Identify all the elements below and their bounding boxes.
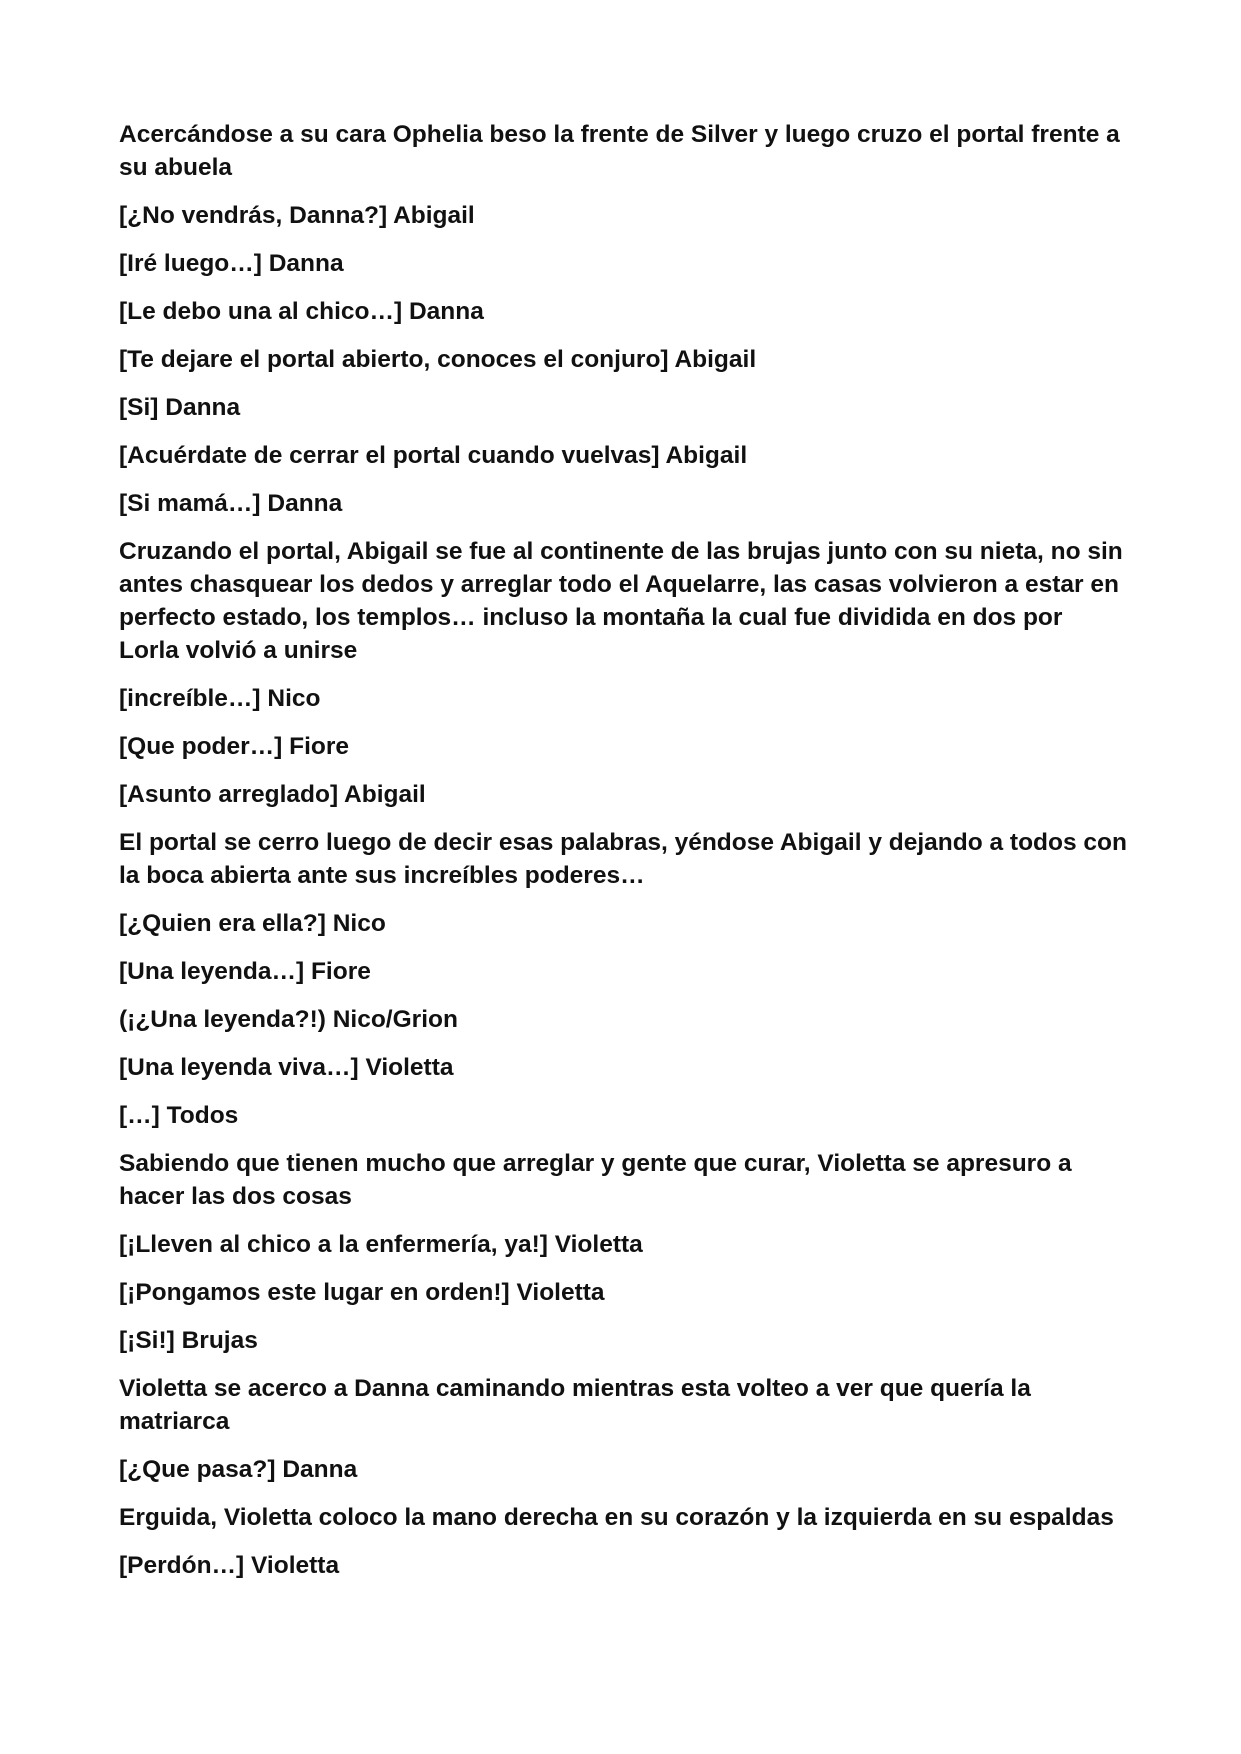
- paragraph: [¡Lleven al chico a la enfermería, ya!] Violetta: [119, 1231, 643, 1258]
- paragraph: [Si mamá…] Danna: [119, 490, 343, 517]
- paragraph: Violetta se acerco a Danna caminando mientras esta volteo a ver que quería la matriarca: [119, 1375, 1031, 1435]
- paragraph: [Una leyenda…] Fiore: [119, 958, 371, 985]
- paragraph: Acercándose a su cara Ophelia beso la frente de Silver y luego cruzo el portal frente a su abuela: [119, 121, 1120, 181]
- paragraph: [¡Pongamos este lugar en orden!] Violetta: [119, 1279, 605, 1306]
- paragraph: [Asunto arreglado] Abigail: [119, 781, 426, 808]
- paragraph: [¡Si!] Brujas: [119, 1327, 258, 1354]
- paragraph: [¿Quien era ella?] Nico: [119, 910, 386, 937]
- paragraph: Cruzando el portal, Abigail se fue al continente de las brujas junto con su nieta, no sin antes chasquear los dedos y arreglar todo el Aquelarre, las casas volvieron a estar en perfecto estado, los templos… incluso la montaña la cual fue dividida en dos por Lorla volvió a unirse: [119, 538, 1123, 664]
- paragraph: [Si] Danna: [119, 394, 241, 421]
- paragraph: [Perdón…] Violetta: [119, 1552, 340, 1579]
- paragraph: [Que poder…] Fiore: [119, 733, 350, 760]
- document-body: [119, 118, 1129, 1597]
- paragraph: [increíble…] Nico: [119, 685, 321, 712]
- paragraph: (¡¿Una leyenda?!) Nico/Grion: [119, 1006, 458, 1033]
- paragraph: [Iré luego…] Danna: [119, 250, 344, 277]
- paragraph: Erguida, Violetta coloco la mano derecha en su corazón y la izquierda en su espaldas: [119, 1504, 1114, 1531]
- paragraph: [Una leyenda viva…] Violetta: [119, 1054, 454, 1081]
- paragraph: [Acuérdate de cerrar el portal cuando vuelvas] Abigail: [119, 442, 748, 469]
- paragraph: Sabiendo que tienen mucho que arreglar y gente que curar, Violetta se apresuro a hacer las dos cosas: [119, 1150, 1072, 1210]
- paragraph: [¿Que pasa?] Danna: [119, 1456, 358, 1483]
- paragraph: […] Todos: [119, 1102, 239, 1129]
- paragraph: [Le debo una al chico…] Danna: [119, 298, 484, 325]
- paragraph: El portal se cerro luego de decir esas palabras, yéndose Abigail y dejando a todos con la boca abierta ante sus increíbles poderes…: [119, 829, 1127, 889]
- paragraph: [Te dejare el portal abierto, conoces el conjuro] Abigail: [119, 346, 757, 373]
- paragraph: [¿No vendrás, Danna?] Abigail: [119, 202, 475, 229]
